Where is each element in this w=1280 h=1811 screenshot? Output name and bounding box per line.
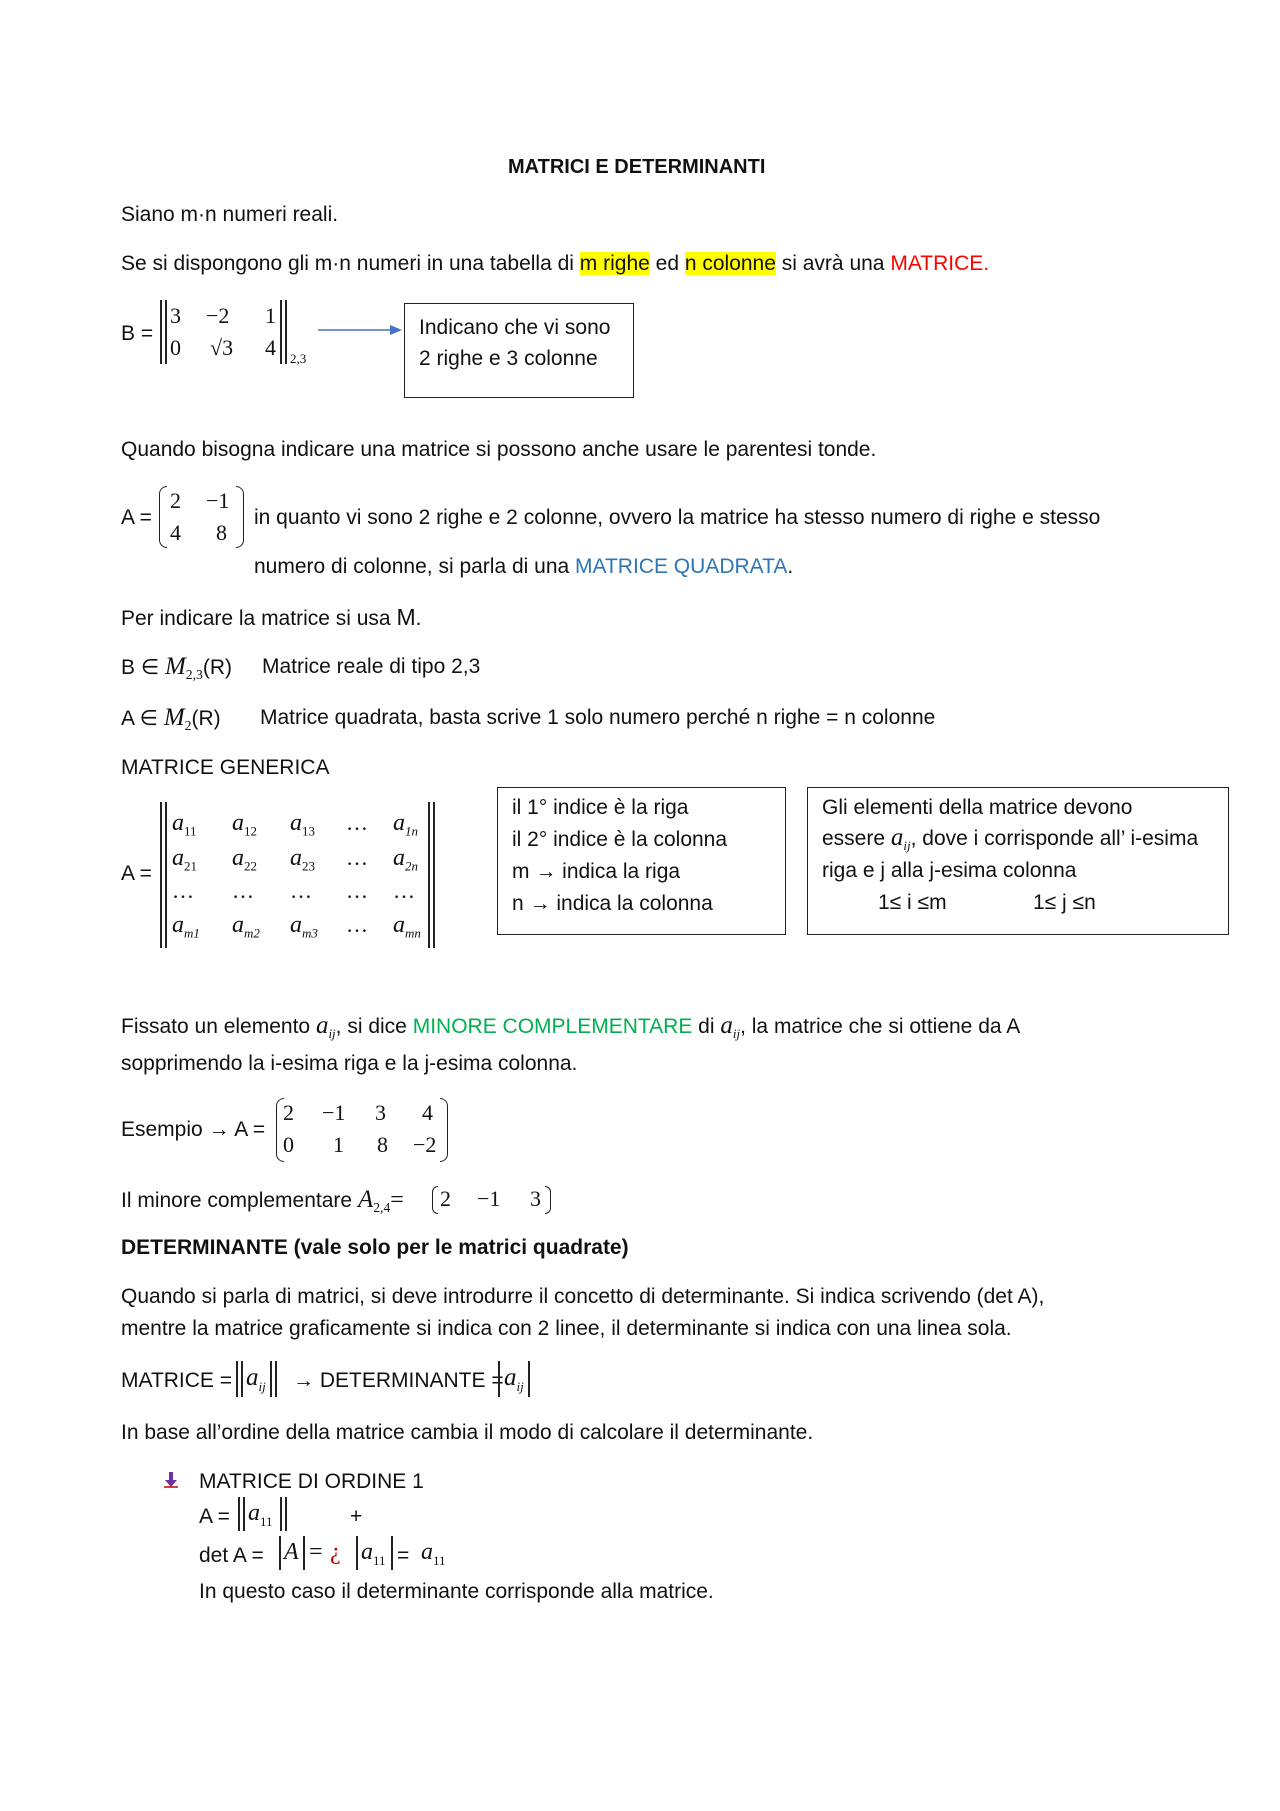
generic-matrix-cell: $a_{11}$	[172, 810, 197, 839]
double-bar-left	[160, 802, 167, 948]
note-box-b	[404, 303, 634, 398]
matrix-cell: 0	[283, 1132, 294, 1157]
matrix-cell: 8	[216, 520, 227, 545]
elements-line: essere $a_{ij}$, dove i corrisponde all’ i-esima	[822, 824, 1199, 854]
question-glyph: ¿	[330, 1539, 341, 1565]
plus-sign: +	[350, 1505, 363, 1528]
element-a-11: $a_{11}$	[361, 1539, 386, 1568]
generic-matrix-cell: $a_{m2}$	[232, 912, 260, 941]
symbol-a: A	[284, 1539, 299, 1565]
note-line: 2 righe e 3 colonne	[419, 347, 598, 370]
range-i: 1≤ i ≤m	[878, 891, 947, 914]
order1-conclusion: In questo caso il determinante corrisponde alla matrice.	[199, 1580, 714, 1603]
single-bar-left	[498, 1361, 500, 1397]
matrix-cell: 0	[170, 335, 181, 360]
text-fragment: B ∈	[121, 656, 165, 679]
generic-matrix-cell: $a_{21}$	[172, 845, 197, 874]
matrix-cell: 1	[333, 1132, 344, 1157]
matrix-cell: 4	[170, 520, 181, 545]
generic-matrix-cell: $a_{m3}$	[290, 912, 318, 941]
matrix-cell: √3	[210, 335, 234, 360]
elements-box	[807, 787, 1229, 935]
generic-matrix-cell: …	[346, 878, 368, 903]
matrix-cell: −1	[477, 1186, 501, 1211]
generic-matrix-cell: …	[290, 878, 312, 903]
single-bar-left	[279, 1536, 281, 1570]
intro-paragraph: Siano m·n numeri reali.	[121, 203, 339, 226]
det-paragraph-3: In base all’ordine della matrice cambia il modo di calcolare il determinante.	[121, 1421, 814, 1444]
symbol-m: M	[164, 653, 186, 680]
paren-right	[236, 486, 244, 548]
term-matrice: MATRICE.	[890, 252, 990, 275]
generic-matrix-cell: …	[232, 878, 254, 903]
bullet-arrow-icon	[163, 1472, 179, 1488]
text-fragment: si avrà una	[775, 252, 891, 275]
matrix-cell: 4	[265, 335, 276, 360]
subscript: 2,4	[373, 1200, 391, 1216]
generic-matrix-cell: $a_{mn}$	[393, 912, 421, 941]
determinant-label: → DETERMINANTE =	[293, 1369, 504, 1392]
highlight-n-colonne: n colonne	[684, 252, 776, 275]
term-minore-complementare: MINORE COMPLEMENTARE	[412, 1015, 693, 1038]
matrix-b-subscript: 2,3	[290, 351, 307, 366]
term-matrice-quadrata: MATRICE QUADRATA	[575, 555, 788, 578]
text-fragment: numero di colonne, si parla di una	[254, 555, 576, 578]
index-line: n → indica la colonna	[512, 892, 713, 915]
element-a-11: $a_{11}$	[421, 1539, 446, 1568]
notation-line	[121, 1369, 232, 1393]
generic-heading: MATRICE GENERICA	[121, 756, 330, 779]
double-bar-left	[160, 300, 167, 364]
generic-matrix-cell: $a_{22}$	[232, 845, 257, 874]
matrix-cell: −1	[206, 488, 230, 513]
index-box	[497, 787, 786, 935]
highlight-m-righe: m righe	[579, 252, 650, 275]
generic-matrix-cell: $a_{13}$	[290, 810, 315, 839]
text-fragment: .	[415, 607, 422, 630]
matrix-cell: 1	[265, 303, 276, 328]
single-bar-right	[391, 1536, 393, 1570]
page-title: MATRICI E DETERMINANTI	[508, 156, 766, 178]
text-fragment: Fissato un elemento	[121, 1015, 316, 1038]
paren-right	[440, 1098, 448, 1162]
notation-paragraph	[121, 604, 421, 631]
note-line: Indicano che vi sono	[419, 316, 611, 339]
det-a-label: det A =	[199, 1544, 264, 1567]
double-bar-left	[238, 1497, 245, 1531]
generic-matrix-cell: …	[346, 845, 368, 870]
equals-text: =	[397, 1544, 410, 1567]
order1-matrix-label: A =	[199, 1505, 230, 1528]
matrix-cell: 2	[283, 1100, 294, 1125]
generic-matrix-cell: …	[346, 810, 368, 835]
text-fragment: , si dice	[335, 1015, 413, 1038]
paren-left	[159, 486, 167, 548]
def-b-desc: Matrice reale di tipo 2,3	[262, 655, 481, 678]
single-bar-left	[356, 1536, 358, 1570]
text-fragment: Per indicare la matrice si usa	[121, 607, 397, 630]
double-bar-right	[280, 1497, 287, 1531]
matrix-cell: −1	[322, 1100, 346, 1125]
text-fragment: MATRICE =	[121, 1369, 233, 1392]
index-line: m → indica la riga	[512, 860, 681, 883]
element-a-11: $a_{11}$	[248, 1500, 273, 1529]
generic-matrix-cell: …	[172, 878, 194, 903]
subscript: 2	[184, 718, 192, 734]
generic-matrix-cell: …	[346, 912, 368, 937]
generic-matrix-cell: $a_{12}$	[232, 810, 257, 839]
matrix-cell: 2	[170, 488, 181, 513]
single-bar-right	[528, 1361, 530, 1397]
matrix-cell: 4	[422, 1100, 433, 1125]
text-fragment: essere	[822, 827, 891, 850]
result-line: Il minore complementare $A_{2,4}=$	[121, 1186, 404, 1216]
index-line: il 2° indice è la colonna	[512, 828, 728, 851]
text-fragment: .	[787, 555, 794, 578]
index-line: il 1° indice è la riga	[512, 796, 689, 819]
matrix-a-text-cont	[254, 555, 793, 579]
matrix-a-text: in quanto vi sono 2 righe e 2 colonne, ovvero la matrice ha stesso numero di righe e stesso	[254, 506, 1101, 529]
matrix-cell: 8	[377, 1132, 388, 1157]
text-fragment: (R)	[191, 707, 221, 730]
matrix-a-label: A =	[121, 506, 152, 529]
double-bar-right	[428, 802, 435, 948]
equals-sign: =	[309, 1539, 323, 1565]
double-bar-right	[280, 300, 287, 364]
def-a-desc: Matrice quadrata, basta scrive 1 solo numero perché n righe = n colonne	[260, 706, 936, 729]
symbol-m: M	[163, 704, 185, 731]
minore-paragraph-line1: Fissato un elemento $a_{ij}$, si dice MINORE COMPLEMENTARE di $a_{ij}$, la matrice che si ottiene da A	[121, 1012, 1021, 1042]
elements-line: riga e j alla j-esima colonna	[822, 859, 1077, 882]
elements-line: Gli elementi della matrice devono	[822, 796, 1133, 819]
text-fragment: Il minore complementare	[121, 1189, 358, 1212]
det-heading: DETERMINANTE (vale solo per le matrici quadrate)	[121, 1236, 629, 1259]
paren-left	[432, 1186, 438, 1214]
text-fragment: ed	[649, 252, 685, 275]
text-fragment: , dove i corrisponde all’ i-esima	[910, 827, 1199, 850]
det-paragraph-1: Quando si parla di matrici, si deve introdurre il concetto di determinante. Si indica scrivendo (det A),	[121, 1285, 1045, 1308]
paren-right	[545, 1186, 551, 1214]
text-fragment: di	[692, 1015, 721, 1038]
matrix-b-label: B =	[121, 322, 154, 345]
minore-paragraph-line2: sopprimendo la i-esima riga e la j-esima colonna.	[121, 1052, 578, 1075]
matrix-definition	[121, 252, 989, 276]
generic-matrix-cell: $a_{m1}$	[172, 912, 200, 941]
generic-matrix-cell: …	[393, 878, 415, 903]
subscript: 2,3	[185, 667, 203, 683]
generic-matrix-cell: $a_{2n}$	[393, 845, 418, 874]
def-b	[121, 653, 232, 683]
range-j: 1≤ j ≤n	[1033, 891, 1096, 914]
generic-label: A =	[121, 862, 152, 885]
text-fragment: A ∈	[121, 707, 164, 730]
parentheses-paragraph: Quando bisogna indicare una matrice si possono anche usare le parentesi tonde.	[121, 438, 877, 461]
generic-matrix-cell: $a_{1n}$	[393, 810, 418, 839]
matrix-cell: 3	[170, 303, 181, 328]
element-a-ij: $a_{ij}$	[504, 1364, 524, 1394]
text-fragment: Se si dispongono gli m·n numeri in una tabella di	[121, 252, 580, 275]
bullet-title: MATRICE DI ORDINE 1	[199, 1470, 424, 1493]
det-paragraph-2: mentre la matrice graficamente si indica con 2 linee, il determinante si indica con una linea sola.	[121, 1317, 1012, 1340]
double-bar-right	[270, 1361, 277, 1397]
single-bar-right	[303, 1536, 305, 1570]
symbol-m: M	[396, 604, 416, 630]
generic-matrix-cell: $a_{23}$	[290, 845, 315, 874]
arrow-icon	[318, 322, 403, 338]
double-bar-left	[236, 1361, 243, 1397]
example-label: Esempio → A =	[121, 1118, 266, 1141]
element-a-ij: $a_{ij}$	[246, 1364, 266, 1394]
matrix-cell: 3	[530, 1186, 541, 1211]
text-fragment: (R)	[202, 656, 233, 679]
matrix-cell: 3	[375, 1100, 386, 1125]
matrix-cell: −2	[413, 1132, 437, 1157]
text-fragment: , la matrice che si ottiene da A	[740, 1015, 1021, 1038]
matrix-cell: −2	[206, 303, 230, 328]
def-a	[121, 704, 221, 734]
matrix-cell: 2	[440, 1186, 451, 1211]
